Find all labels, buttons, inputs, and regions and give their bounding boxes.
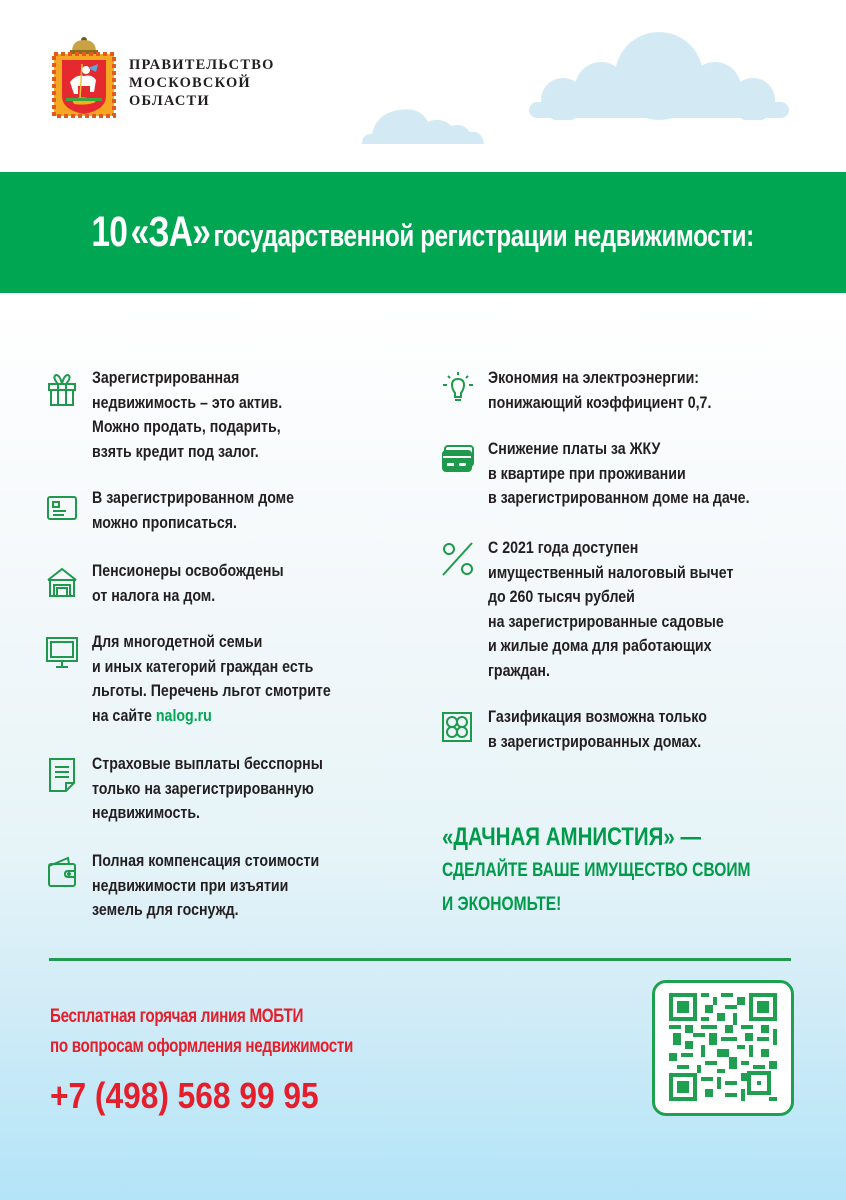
benefit-text-line: и иных категорий граждан есть <box>92 657 314 676</box>
benefit-text-line: Экономия на электроэнергии: <box>488 369 700 387</box>
wallet-icon <box>44 854 80 890</box>
benefit-text-line: Снижение платы за ЖКУ <box>488 440 661 458</box>
title-highlight: «ЗА» <box>131 208 211 256</box>
benefit-text-prefix: на сайте <box>92 706 156 725</box>
benefit-text-line: Полная компенсация стоимости <box>92 852 320 870</box>
page-title <box>92 208 754 257</box>
header <box>0 0 846 172</box>
benefit-text-line: граждан. <box>488 661 550 680</box>
benefit-text-line: Пенсионеры освобождены <box>92 562 284 580</box>
benefit-item <box>440 536 773 683</box>
benefit-item <box>44 486 327 535</box>
phone-number[interactable]: +7 (498) 568 99 95 <box>50 1075 319 1116</box>
percent-icon <box>440 541 476 577</box>
benefit-text-line: и жилые дома для работающих <box>488 637 712 655</box>
benefit-text-line: недвижимость – это актив. <box>92 393 283 412</box>
benefit-item <box>44 366 313 464</box>
benefit-text-line: Для многодетной семьи <box>92 633 263 651</box>
benefit-text-line: понижающий коэффициент 0,7. <box>488 393 712 412</box>
slogan-line: «ДАЧНАЯ АМНИСТИЯ» — <box>442 823 702 851</box>
gift-icon <box>44 371 80 407</box>
warehouse-house-icon <box>44 564 80 600</box>
benefit-text-line: В зарегистрированном доме <box>92 489 295 507</box>
benefit-text-line: недвижимость. <box>92 804 201 822</box>
org-name-line: ПРАВИТЕЛЬСТВО <box>129 57 275 73</box>
coat-of-arms-icon <box>50 30 118 120</box>
benefit-text-line: Можно продать, подарить, <box>92 418 281 436</box>
slogan <box>442 820 750 922</box>
nalog-ru-link[interactable]: nalog.ru <box>155 706 212 725</box>
benefit-item <box>44 559 315 608</box>
benefit-item <box>44 752 360 826</box>
benefit-text-line <box>92 704 331 729</box>
title-rest: государственной регистрации недвижимости: <box>213 218 755 253</box>
id-card-icon <box>44 491 80 527</box>
benefit-text-line: Страховые выплаты бесспорны <box>92 755 323 773</box>
title-banner <box>0 172 846 293</box>
benefit-text-line: до 260 тысяч рублей <box>488 588 635 606</box>
benefit-text-line: в зарегистрированных домах. <box>488 732 702 751</box>
divider <box>49 958 791 961</box>
benefit-text-line: на зарегистрированные садовые <box>488 612 724 631</box>
hotline-line: по вопросам оформления недвижимости <box>50 1036 354 1057</box>
benefit-text-line: можно прописаться. <box>92 513 237 532</box>
cloud-decoration <box>527 30 791 120</box>
lightbulb-icon <box>440 371 476 407</box>
slogan-line: И ЭКОНОМЬТЕ! <box>442 894 562 915</box>
benefit-text-line: в зарегистрированном доме на даче. <box>488 489 750 507</box>
benefit-text-line: только на зарегистрированную <box>92 779 314 798</box>
hotline-info <box>50 1002 353 1062</box>
benefit-text-line: Зарегистрированная <box>92 369 240 387</box>
benefit-item <box>440 366 748 415</box>
benefit-text-line: взять кредит под залог. <box>92 442 259 461</box>
document-icon <box>44 757 80 793</box>
gas-burner-icon <box>440 710 476 746</box>
org-name-line: ОБЛАСТИ <box>129 93 210 109</box>
benefit-item <box>44 630 370 728</box>
benefit-text-line: недвижимости при изъятии <box>92 876 289 895</box>
qr-code-icon <box>669 993 777 1101</box>
benefit-item <box>440 705 743 754</box>
benefit-item <box>440 437 792 511</box>
benefit-text-line: от налога на дом. <box>92 586 216 605</box>
credit-card-icon <box>440 442 476 478</box>
title-number: 10 <box>91 208 128 256</box>
benefit-item <box>44 849 356 923</box>
qr-code-frame[interactable] <box>652 980 794 1116</box>
benefit-text-line: Газификация возможна только <box>488 708 707 726</box>
benefit-text-line: в квартире при проживании <box>488 464 686 483</box>
slogan-line: СДЕЛАЙТЕ ВАШЕ ИМУЩЕСТВО СВОИМ <box>442 860 751 881</box>
organization-name <box>129 56 275 110</box>
cloud-decoration <box>358 104 486 144</box>
benefit-text-line: земель для госнужд. <box>92 901 239 919</box>
benefit-text-line: льготы. Перечень льгот смотрите <box>92 682 331 700</box>
monitor-icon <box>44 635 80 671</box>
benefit-text-line: имущественный налоговый вычет <box>488 563 734 582</box>
org-name-line: МОСКОВСКОЙ <box>129 75 251 91</box>
hotline-line: Бесплатная горячая линия МОБТИ <box>50 1006 304 1027</box>
benefit-text-line: С 2021 года доступен <box>488 539 639 557</box>
